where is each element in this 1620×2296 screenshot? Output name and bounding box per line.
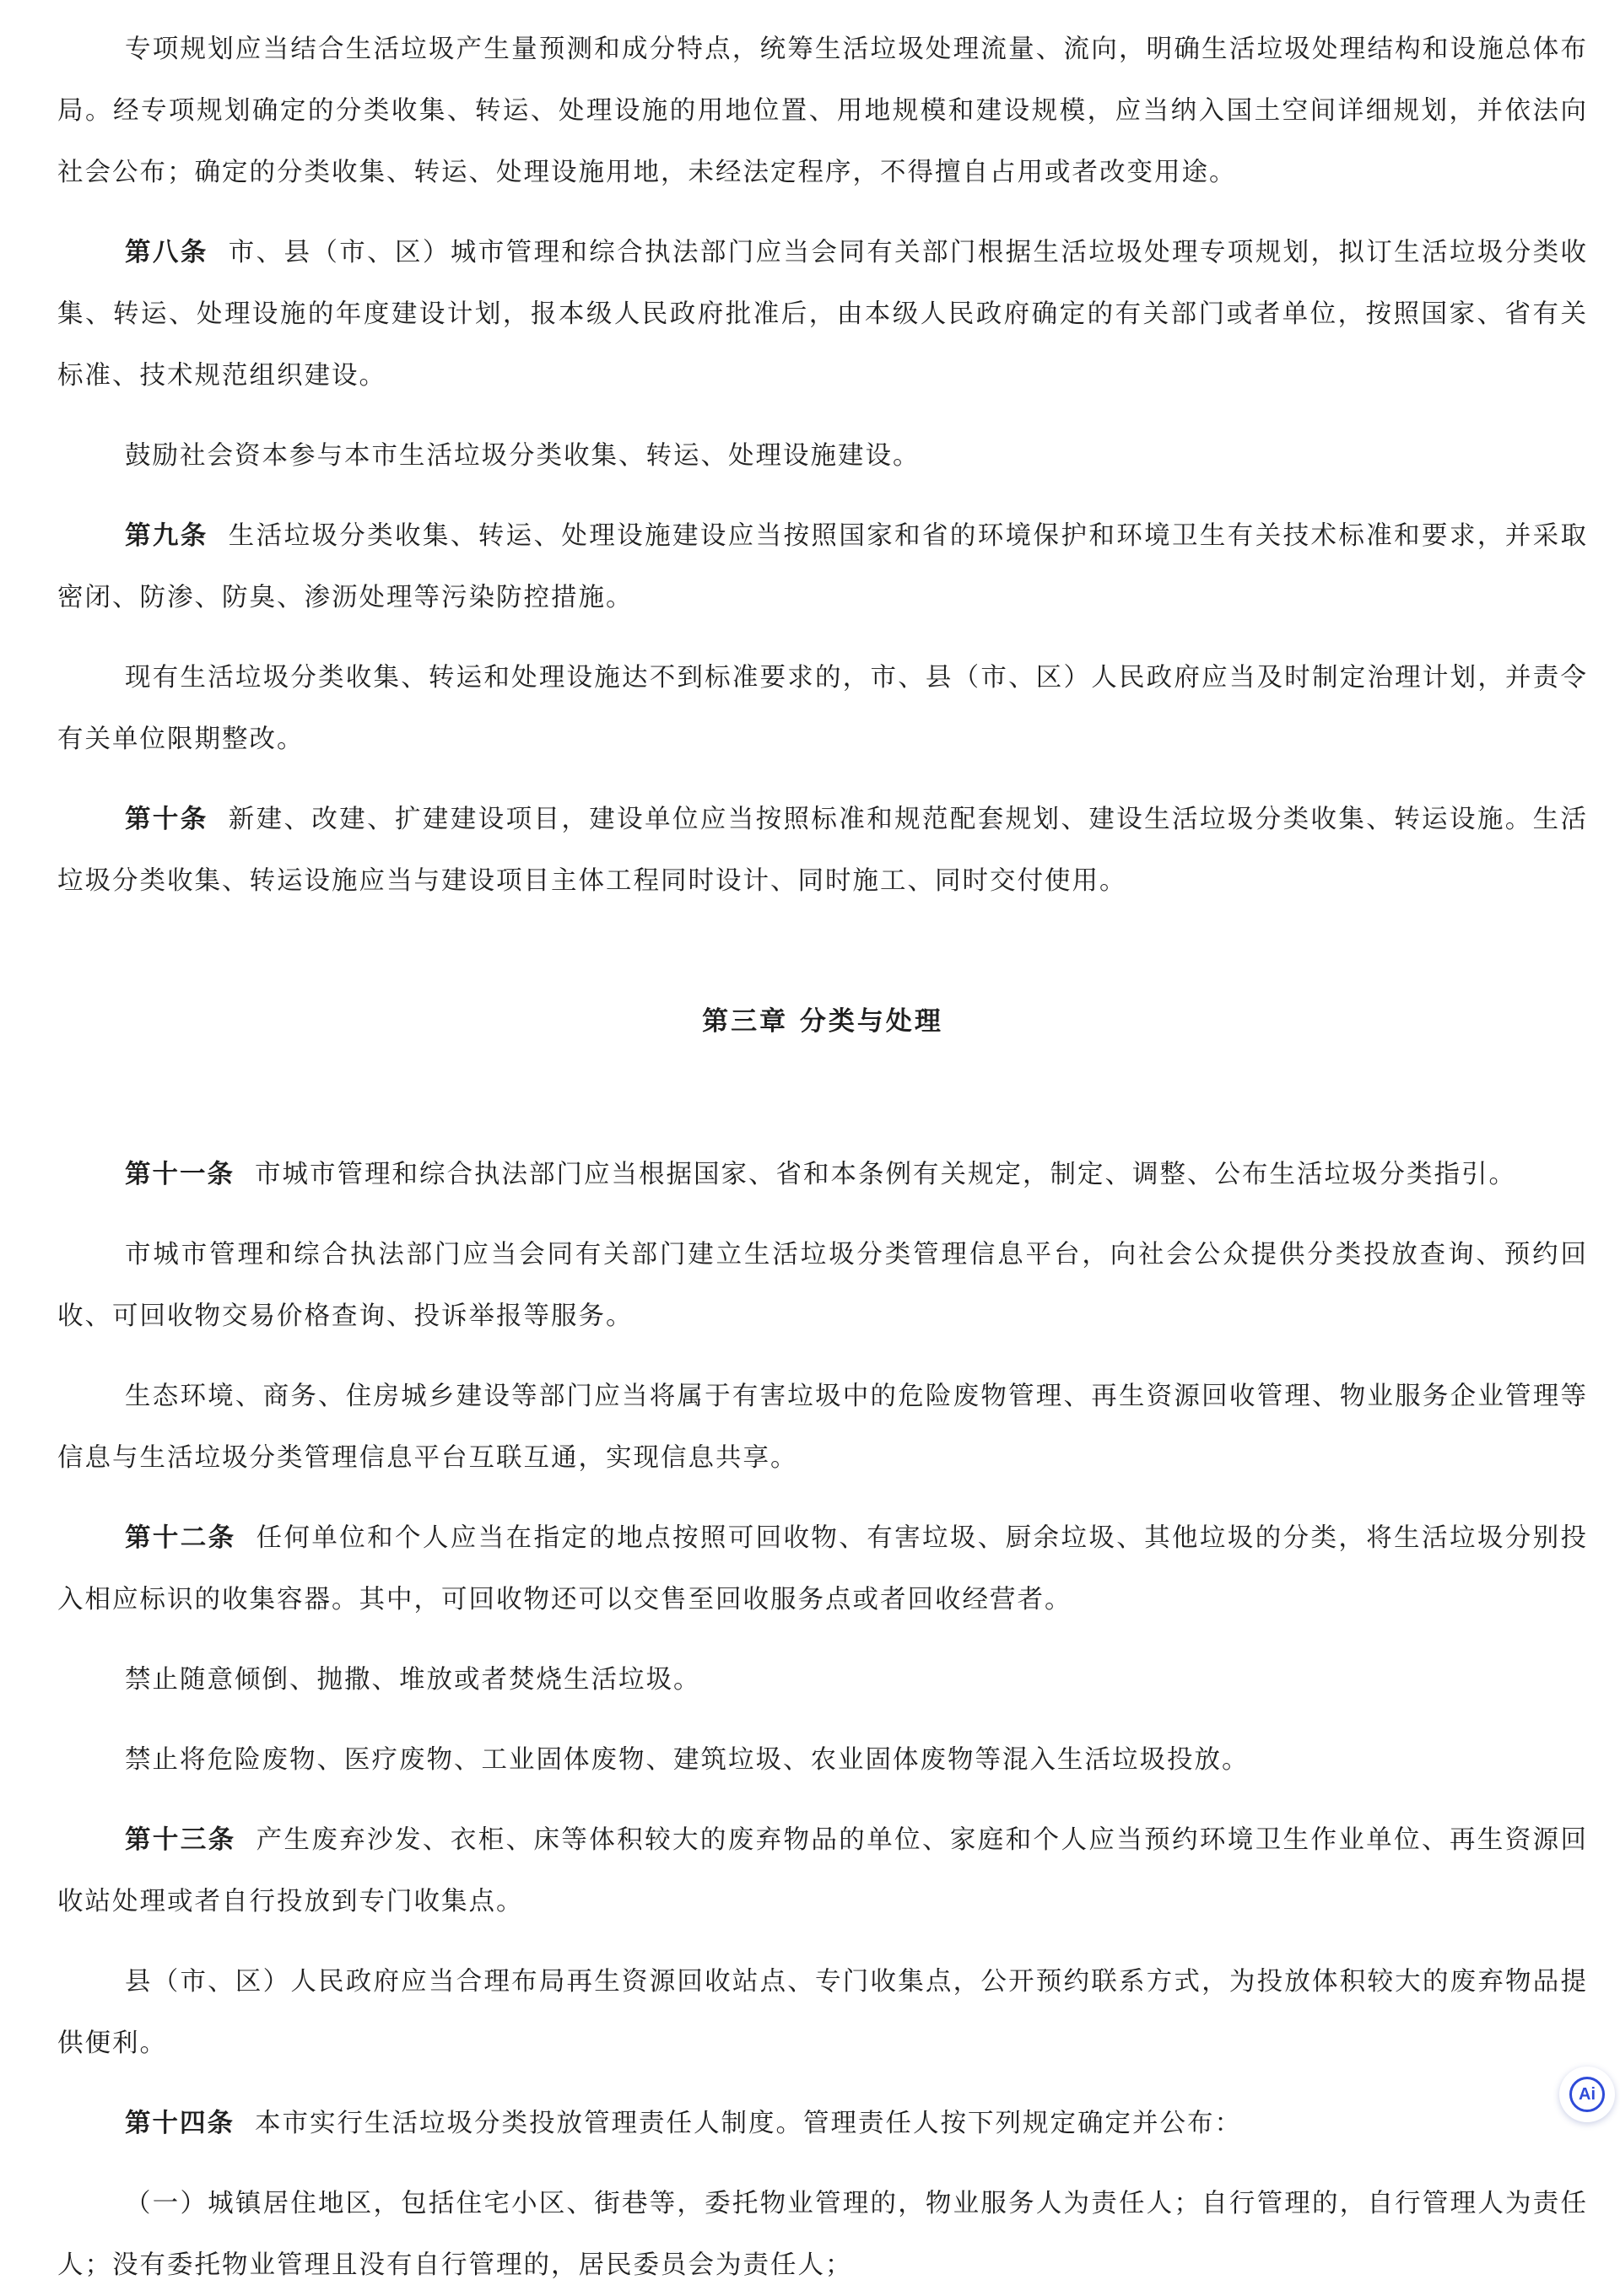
chapter-title: 第三章 分类与处理 (702, 1006, 943, 1037)
paragraph (57, 1951, 1588, 2074)
paragraph (57, 2173, 1588, 2296)
article-number: 第九条 (125, 520, 208, 551)
paragraph (57, 1649, 1588, 1711)
paragraph-text: 县（市、区）人民政府应当合理布局再生资源回收站点、专门收集点，公开预约联系方式，为投放体积较大的废弃物品提供便利。 (57, 1967, 1588, 2058)
ai-assistant-icon (1569, 2077, 1605, 2112)
paragraph-text: 生活垃圾分类收集、转运、处理设施建设应当按照国家和省的环境保护和环境卫生有关技术标准和要求，并采取密闭、防渗、防臭、渗沥处理等污染防控措施。 (57, 521, 1589, 612)
paragraph (57, 1224, 1588, 1347)
paragraph-text: 市、县（市、区）城市管理和综合执法部门应当会同有关部门根据生活垃圾处理专项规划，拟订生活垃圾分类收集、转运、处理设施的年度建设计划，报本级人民政府批准后，由本级人民政府确定的有关部门或者单位，按照国家、省有关标准、技术规范组织建设。 (57, 238, 1589, 391)
paragraph-text: （一）城镇居住地区，包括住宅小区、街巷等，委托物业管理的，物业服务人为责任人；自行管理的，自行管理人为责任人；没有委托物业管理且没有自行管理的，居民委员会为责任人； (57, 2189, 1588, 2280)
paragraph-text: 鼓励社会资本参与本市生活垃圾分类收集、转运、处理设施建设。 (125, 441, 921, 471)
paragraph-article-14 (57, 2093, 1588, 2154)
article-number: 第十三条 (125, 1824, 236, 1855)
paragraph-text: 禁止将危险废物、医疗废物、工业固体废物、建筑垃圾、农业固体废物等混入生活垃圾投放。 (125, 1745, 1250, 1775)
ai-assistant-button[interactable] (1559, 2067, 1615, 2122)
paragraph (57, 19, 1588, 203)
paragraph-article-13 (57, 1809, 1588, 1932)
paragraph-text: 禁止随意倾倒、抛撒、堆放或者焚烧生活垃圾。 (125, 1665, 701, 1695)
paragraph-article-11 (57, 1144, 1588, 1205)
paragraph-article-8 (57, 222, 1588, 407)
paragraph (57, 647, 1588, 770)
paragraph-article-9 (57, 505, 1588, 628)
paragraph-text: 市城市管理和综合执法部门应当会同有关部门建立生活垃圾分类管理信息平台，向社会公众提供分类投放查询、预约回收、可回收物交易价格查询、投诉举报等服务。 (57, 1240, 1588, 1331)
paragraph-text: 任何单位和个人应当在指定的地点按照可回收物、有害垃圾、厨余垃圾、其他垃圾的分类，将生活垃圾分别投入相应标识的收集容器。其中，可回收物还可以交售至回收服务点或者回收经营者。 (57, 1523, 1589, 1614)
paragraph-article-10 (57, 789, 1588, 912)
article-number: 第十一条 (125, 1159, 235, 1189)
ai-badge-label: Ai (1579, 2084, 1596, 2104)
paragraph (57, 425, 1588, 487)
article-number: 第八条 (125, 237, 208, 267)
paragraph-text: 新建、改建、扩建建设项目，建设单位应当按照标准和规范配套规划、建设生活垃圾分类收集、转运设施。生活垃圾分类收集、转运设施应当与建设项目主体工程同时设计、同时施工、同时交付使用。 (57, 805, 1589, 896)
paragraph-text: 生态环境、商务、住房城乡建设等部门应当将属于有害垃圾中的危险废物管理、再生资源回收管理、物业服务企业管理等信息与生活垃圾分类管理信息平台互联互通，实现信息共享。 (57, 1382, 1588, 1473)
article-number: 第十四条 (125, 2108, 235, 2138)
paragraph-text: 本市实行生活垃圾分类投放管理责任人制度。管理责任人按下列规定确定并公布： (255, 2109, 1242, 2138)
paragraph-text: 专项规划应当结合生活垃圾产生量预测和成分特点，统筹生活垃圾处理流量、流向，明确生活垃圾处理结构和设施总体布局。经专项规划确定的分类收集、转运、处理设施的用地位置、用地规模和建设规模，应当纳入国土空间详细规划，并依法向社会公布；确定的分类收集、转运、处理设施用地，未经法定程序，不得擅自占用或者改变用途。 (57, 35, 1588, 187)
article-number: 第十二条 (125, 1523, 236, 1553)
paragraph-text: 市城市管理和综合执法部门应当根据国家、省和本条例有关规定，制定、调整、公布生活垃圾分类指引。 (255, 1160, 1516, 1189)
article-number: 第十条 (125, 804, 208, 834)
paragraph (57, 1729, 1588, 1791)
paragraph-text: 产生废弃沙发、衣柜、床等体积较大的废弃物品的单位、家庭和个人应当预约环境卫生作业单位、再生资源回收站处理或者自行投放到专门收集点。 (57, 1825, 1589, 1916)
paragraph (57, 1366, 1588, 1489)
paragraph-text: 现有生活垃圾分类收集、转运和处理设施达不到标准要求的，市、县（市、区）人民政府应当及时制定治理计划，并责令有关单位限期整改。 (57, 663, 1588, 754)
paragraph-article-12 (57, 1507, 1588, 1630)
